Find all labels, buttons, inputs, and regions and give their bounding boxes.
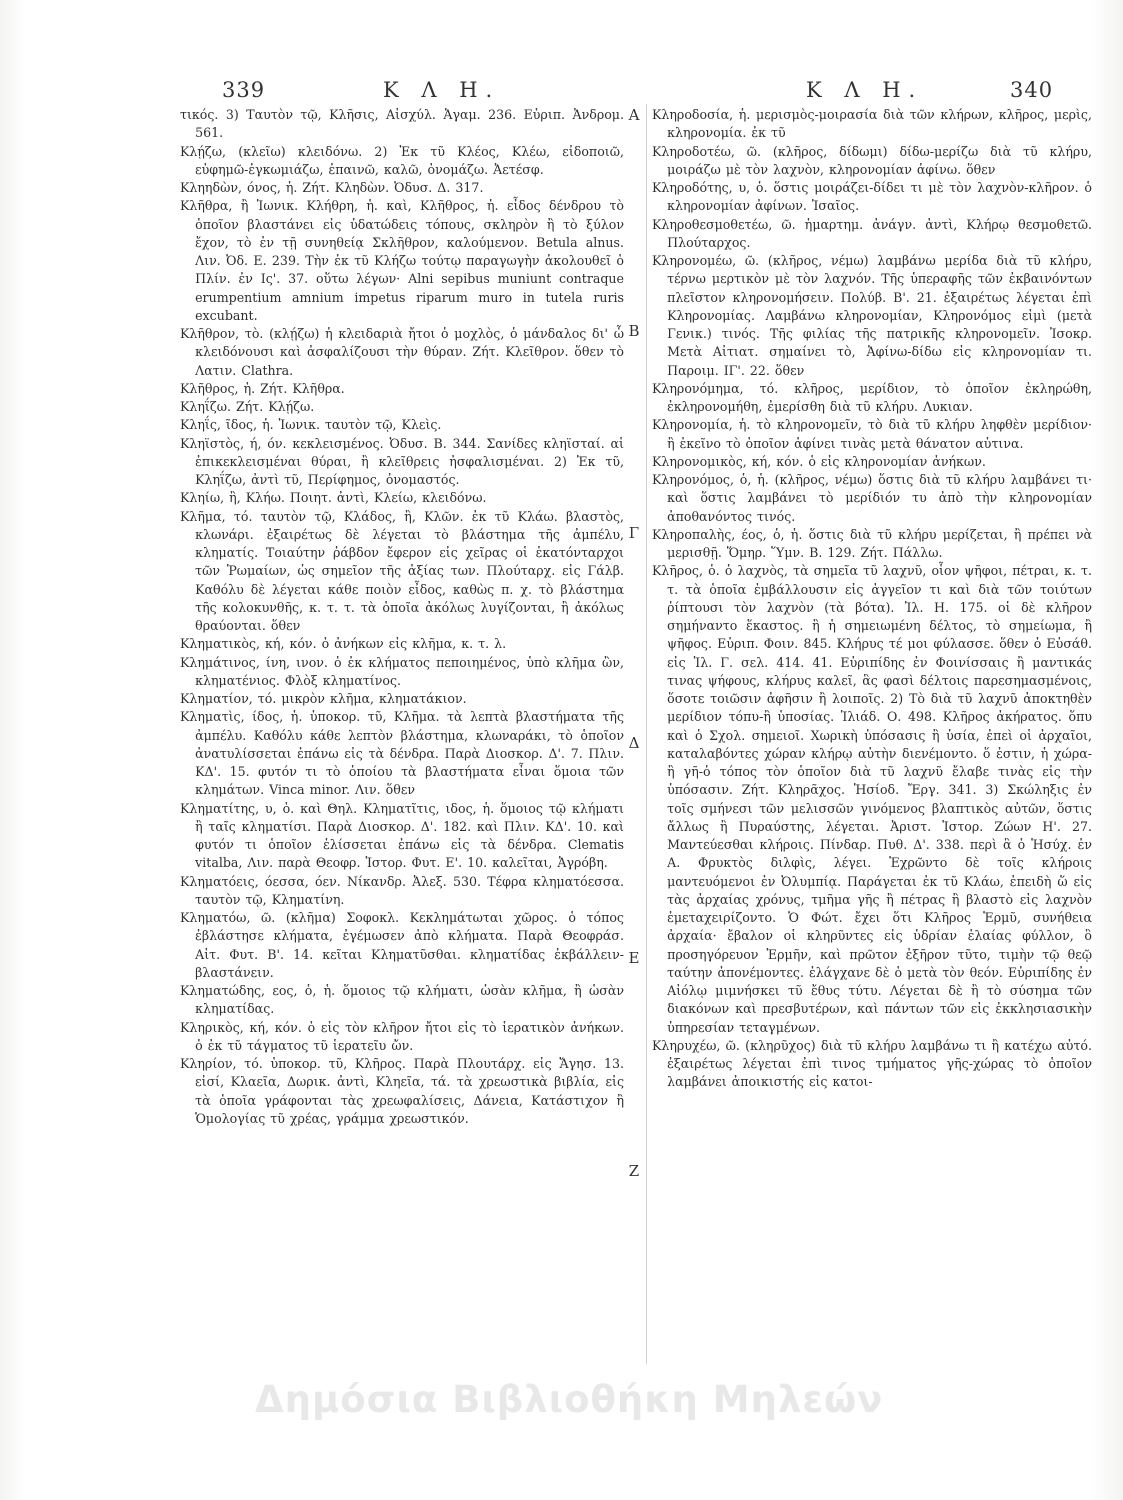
- left-text-column: [180, 106, 624, 1406]
- dictionary-entry: Κληροδοσία, ἡ. μερισμὸς-μοιρασία διὰ τῶν κλήρων, κλῆρος, μερὶς, κληρονομία. ἐκ τῦ: [652, 107, 1092, 141]
- dictionary-entry: Κληρίον, τό. ὑποκορ. τῦ, Κλῆρος. Παρὰ Πλουτάρχ. εἰς Ἄγησ. 13. εἰσί, Κλαεῖα, Δωρικ. ἀντὶ, Κληεῖα, τά. τὰ χρεωστικὰ βιβλία, εἰς τὰ ὁποῖα γράφονται τὰς χρεωφαλίσεις, Δάνεια, Κατάστιχον ἢ Ὁμολογίας τῦ χρέας, γράμμα χρεωστικόν.: [180, 1056, 624, 1126]
- dictionary-entry: Κληματόεις, όεσσα, όεν. Νίκανδρ. Ἀλεξ. 530. Τέφρα κληματόεσσα. ταυτὸν τῷ, Κληματίνη.: [180, 873, 624, 907]
- dictionary-entry: Κληροδότης, υ, ὁ. ὅστις μοιράζει-δίδει τι μὲ τὸν λαχνὸν-κλῆρον. ὁ κληρονομίαν ἀφίνων. Ἰσαῖος.: [652, 180, 1092, 214]
- dictionary-entry: Κληροδοτέω, ῶ. (κλῆρος, δίδωμι) δίδω-μερίζω διὰ τῦ κλήρυ, μοιράζω μὲ τὸν λαχνὸν, κληρονομίαν ἀφίνω. ὅθεν: [652, 143, 1092, 177]
- margin-letter-zeta: Ζ: [628, 1162, 640, 1180]
- margin-letter-gamma: Γ: [628, 524, 640, 542]
- right-page-number: 340: [1010, 78, 1054, 102]
- dictionary-entry: Κληϊστὸς, ή, όν. κεκλεισμένος. Ὀδυσ. Β. 344. Σανίδες κληϊσταί. αἱ ἐπικεκλεισμέναι θύραι, ἢ κλεῖθρεις ἠσφαλισμέναι. 2) Ἐκ τῦ, Κληΐζω, ἀντὶ τῦ, Περίφημος, ὀνομαστός.: [180, 435, 624, 487]
- dictionary-entry: Κληρυχέω, ῶ. (κληρῦχος) διὰ τῦ κλήρυ λαμβάνω τι ἢ κατέχω αὐτό. ἐξαιρέτως λέγεται ἐπὶ τινος τμήματος γῆς-χώρας τὸ ὁποῖον λαμβάνει ἀποικιστής εἰς κατοι-: [652, 1037, 1092, 1090]
- dictionary-entry: Κλῆθρα, ἢ Ἰωνικ. Κλήθρη, ἡ. καὶ, Κλῆθρος, ἡ. εἶδος δένδρου τὸ ὁποῖον βλαστάνει εἰς ὑδατώδεις τόπους, σκληρὸν ἢ τὸ ξύλον ἔχον, τὸ ἐν τῇ συνηθείᾳ Σκλῆθρον, καλούμενον. Betula alnus. Λιν. Ὀδ. Ε. 239. Τὴν ἐκ τῦ Κλήζω τούτῳ παραγωγὴν ἀκολουθεῖ ὁ Πλίν. ἐν Ις'. 37. οὕτω λέγων· Alni sepibus muniunt contraque erumpentium amnium impetus riparum muro in tutela ruris excubant.: [180, 198, 624, 323]
- library-watermark: Δημόσια Βιβλιοθήκη Μηλεών: [255, 1378, 884, 1421]
- column-divider: [646, 104, 647, 1364]
- dictionary-entry: Κλῆθρος, ἡ. Ζήτ. Κλῆθρα.: [180, 380, 345, 396]
- right-text-column: [652, 106, 1092, 1406]
- dictionary-entry: Κληρονομία, ἡ. τὸ κληρονομεῖν, τὸ διὰ τῦ κλήρυ ληφθὲν μερίδιον· ἢ ἐκεῖνο τὸ ὁποῖον ἀφίνει τινὰς μετὰ θάνατον αὐτινα.: [652, 417, 1092, 451]
- dictionary-entry: Κληρονόμος, ὁ, ἡ. (κλῆρος, νέμω) ὅστις διὰ τῦ κλήρυ λαμβάνει τι· καὶ ὅστις λαμβάνει τὸ μερίδιόν τυ ἀπὸ τὴν κληρονομίαν ἀποθανόντος τινός.: [652, 472, 1092, 524]
- dictionary-entry: Κληματικὸς, κή, κόν. ὁ ἀνήκων εἰς κλῆμα, κ. τ. λ.: [180, 636, 507, 652]
- dictionary-entry: Κληματὶς, ίδος, ἡ. ὑποκορ. τῦ, Κλῆμα. τὰ λεπτὰ βλαστήματα τῆς ἀμπέλυ. Καθόλυ κάθε λεπτὸν βλάστημα, κλωναράκι, τὸ ὁποῖον ἀνατυλίσσεται ἐπάνω εἰς τὰ δένδρα. Παρὰ Διοσκορ. Δ'. 7. Πλιν. ΚΔ'. 15. φυτόν τι τὸ ὁποίου τὰ βλαστήματα εἶναι ὅμοια τῶν κλημάτων. Vinca minor. Λιν. ὅθεν: [180, 709, 624, 798]
- dictionary-entry: Κλημάτινος, ίνη, ινον. ὁ ἐκ κλήματος πεποιημένος, ὑπὸ κλῆμα ὢν, κληματένιος. Φλὸξ κληματίνος.: [180, 654, 624, 688]
- dictionary-entry: Κληροπαλὴς, έος, ὁ, ἡ. ὅστις διὰ τῦ κλήρυ μερίζεται, ἢ πρέπει νὰ μερισθῇ. Ὅμηρ. Ὕμν. Β. 129. Ζήτ. Πάλλω.: [652, 526, 1092, 560]
- dictionary-entry: Κληηδὼν, όνος, ἡ. Ζήτ. Κληδὼν. Ὀδυσ. Δ. 317.: [180, 180, 484, 195]
- dictionary-entry: Κληρονομέω, ῶ. (κλῆρος, νέμω) λαμβάνω μερίδα διὰ τῦ κλήρυ, τέρνω μερτικὸν μὲ τὸν λαχνόν. Τῆς ὑπεραφῆς τῶν ἐκβαινόντων πλεῖστον κληρονομήσειν. Πολύβ. Β'. 21. ἐξαιρέτως λέγεται ἐπὶ Κληρονομίας. Λαμβάνω κληρονομίαν, Κληρονόμος εἰμὶ (μετὰ Γενικ.) τινός. Τῆς φιλίας τῆς πατρικῆς κληρονομεῖν. Ἰσοκρ. Μετὰ Αἰτιατ. σημαίνει τὸ, Ἀφίνω-δίδω εἰς κληρονομίαν τι. Παροιμ. ΙΓ'. 22. ὅθεν: [652, 253, 1092, 378]
- dictionary-entry: Κληίω, ἢ, Κλήω. Ποιητ. ἀντὶ, Κλείω, κλειδόνω.: [180, 490, 487, 506]
- dictionary-entry: Κληματίτης, υ, ὁ. καὶ Θηλ. Κληματῖτις, ιδος, ἡ. ὅμοιος τῷ κλήματι ἢ ταῖς κληματίσι. Παρὰ Διοσκορ. Δ'. 182. καὶ Πλιν. ΚΔ'. 10. καὶ φυτόν τι ὁποῖον ἑλίσσεται ἐπάνω εἰς τὰ δένδρα. Clematis vitalba, Λιν. παρὰ Θεοφρ. Ἱστορ. Φυτ. Ε'. 10. καλεῖται, Ἀγρόβη.: [180, 800, 624, 871]
- right-running-head: Κ Λ Η.: [806, 78, 924, 102]
- dictionary-entry: Κλῆρος, ὁ. ὁ λαχνὸς, τὰ σημεῖα τῦ λαχνῦ, οἷον ψῆφοι, πέτραι, κ. τ. τ. τὰ ὁποῖα ἐμβάλλουσιν εἰς ἀγγεῖον τι καὶ διὰ τῶν τοιύτων ῥίπτουσι τὸν λαχνὸν (τὰ βότα). Ἰλ. Η. 175. οἱ δὲ κλῆρον σημήναντο ἕκαστος. ἢ ἡ σημειωμένη δέλτος, τὸ σημείωμα, ἢ ψῆφος. Εὐριπ. Φοιν. 845. Κλήρυς τέ μοι φύλασσε. ὅθεν ὁ Εὐσάθ. εἰς Ἰλ. Γ. σελ. 414. 41. Εὐριπίδης ἐν Φοινίσσαις ἢ μαντικάς τινας ψήφους, κλήρυς καλεῖ, ἃς φασὶ δέλτοις παρεσημασμένοις, ὅσοτε τοιῶσιν ἀφῆσιν ἢ λοιποῖς. 2) Τὸ διὰ τῦ λαχνῦ ἀποκτηθὲν μερίδιον τόπυ-ἢ ὑποσίας. Ἰλιάδ. Ο. 498. Κλῆρος ἀκήρατος. ὅπυ καὶ ὁ Σχολ. σημειοῖ. Χωρικὴ ὑπόσασις ἢ ὑσία, ἐπεὶ οἱ ἀρχαῖοι, καταλαβόντες χώραν κλήρῳ αὐτὴν διενέμοντο. ὅ ἐστιν, ἡ χώρα-ἢ γῆ-ὁ τόπος τὸν ὁποῖον διὰ τῦ λαχνῦ ἔλαβε τινὰς εἰς τὴν ὑπόσασιν. Ζήτ. Κληρᾶχος. Ἡσίοδ. Ἔργ. 341. 3) Σκώληξις ἐν τοῖς σμήνεσι τῶν μελισσῶν γινόμενος βλαπτικὸς αὐτῶν, ὅστις ἄλλως ἢ Πυραύστης, λέγεται. Ἀριστ. Ἱστορ. Ζώων Η'. 27. Μαντεύεσθαι κλήροις. Πίνδαρ. Πυθ. Δ'. 338. περὶ ἃ ὁ Ἡσύχ. ἐν Α. Φρυκτὸς διλφὶς, λέγει. Ἐχρῶντο δὲ τοῖς κλήροις μαντευόμενοι ἐν Ὀλυμπίᾳ. Παράγεται ἐκ τῦ Κλάω, ἐπειδὴ ὥ εἰς τὰς ἀρχαίας χρόνυς, τμῆμα γῆς ἢ πέτρας ἢ βλαστὸ εἰς λαχνὸν ἐμεταχειρίζοντο. Ὁ Φώτ. ἔχει ὅτι Κλῆρος Ἑρμῦ, συνήθεια ἀρχαία· ἔβαλον οἱ κληρῦντες εἰς ὑδρίαν ἐλαίας φύλλον, ὃ προσηγόρευον Ἑρμῆν, καὶ πρῶτον ἐξῆρον τῦτο, τιμὴν τῷ θεῷ ταύτην ἀπονέμοντες. ἐλάγχανε δὲ ὁ μετὰ τὸν θεόν. Εὐριπίδης ἐν Αἰόλῳ μιμνήσκει τῦ ἔθυς τύτυ. Λέγεται δὲ ἢ τὸ σύσημα τῶν διακόνων καὶ πρεσβυτέρων, καὶ πάντων τῶν εἰς ἐκκλησιασικὴν ὑπηρεσίαν τεταγμένων.: [652, 563, 1092, 1035]
- dictionary-entry: τικός. 3) Ταυτὸν τῷ, Κλῆσις, Αἰσχύλ. Ἀγαμ. 236. Εὐριπ. Ἀνδρομ. 561.: [180, 107, 624, 141]
- margin-letter-delta: Δ: [628, 734, 640, 752]
- dictionary-entry: Κληρικὸς, κή, κόν. ὁ εἰς τὸν κλῆρον ἤτοι εἰς τὸ ἱερατικὸν ἀνήκων. ὁ ἐκ τῦ τάγματος τῦ ἱερατεῖυ ὤν.: [180, 1019, 624, 1053]
- dictionary-entry: Κληρονόμημα, τό. κλῆρος, μερίδιον, τὸ ὁποῖον ἐκληρώθη, ἐκληρονομήθη, ἐμερίσθη διὰ τῦ κλήρυ. Λυκιαν.: [652, 380, 1092, 414]
- dictionary-entry: Κληματόω, ῶ. (κλῆμα) Σοφοκλ. Κεκλημάτωται χῶρος. ὁ τόπος ἐβλάστησε κλήματα, ἐγέμωσεν ἀπὸ κλήματα. Παρὰ Θεοφράσ. Αἰτ. Φυτ. Β'. 14. κεῖται Κληματῦσθαι. κληματίδας ἐκβάλλειν-βλαστάνειν.: [180, 910, 624, 980]
- dictionary-entry: Κληματίον, τό. μικρὸν κλῆμα, κληματάκιον.: [180, 691, 467, 706]
- dictionary-entry: Κληματώδης, εος, ὁ, ἡ. ὅμοιος τῷ κλήματι, ὡσὰν κλῆμα, ἢ ὡσὰν κληματίδας.: [180, 983, 624, 1017]
- margin-letter-alpha: Α: [628, 106, 640, 124]
- left-running-head: Κ Λ Η.: [383, 78, 501, 102]
- margin-letter-beta: Β: [628, 322, 640, 340]
- section-letter-margin: [624, 104, 644, 1404]
- dictionary-entry: Κληροθεσμοθετέω, ῶ. ἡμαρτημ. ἀνάγν. ἀντὶ, Κλήρῳ θεσμοθετῶ. Πλούταρχος.: [652, 216, 1092, 250]
- dictionary-entry: Κληΐς, ῖδος, ἡ. Ἰωνικ. ταυτὸν τῷ, Κλεὶς.: [180, 417, 442, 433]
- dictionary-entry: Κληρονομικὸς, κή, κόν. ὁ εἰς κληρονομίαν ἀνήκων.: [652, 453, 986, 469]
- margin-letter-epsilon: Ε: [628, 949, 640, 967]
- dictionary-entry: Κληΐζω. Ζήτ. Κλῄζω.: [180, 399, 315, 414]
- dictionary-entry: Κλῆθρον, τὸ. (κλῄζω) ἡ κλειδαριὰ ἤτοι ὁ μοχλὸς, ὁ μάνδαλος δι' ὧ κλειδόνουσι καὶ ἀσφαλίζουσι τὴν θύραν. Ζήτ. Κλεῖθρον. ὅθεν τὸ Λατιν. Clathra.: [180, 326, 624, 378]
- dictionary-entry: Κλῄζω, (κλεῖω) κλειδόνω. 2) Ἐκ τῦ Κλέος, Κλέω, εἰδοποιῶ, εὐφημῶ-ἐγκωμιάζω, ἐπαινῶ, καλῶ, ὀνομάζω. Ἀετέσφ.: [180, 143, 624, 177]
- dictionary-entry: Κλῆμα, τό. ταυτὸν τῷ, Κλάδος, ἢ, Κλῶν. ἐκ τῦ Κλάω. βλαστὸς, κλωνάρι. ἐξαιρέτως δὲ λέγεται τὸ βλάστημα τῆς ἀμπέλυ, κληματίς. Τοιαύτην ῥάβδον ἔφερον εἰς χεῖρας οἱ ἑκατόνταρχοι τῶν Ῥωμαίων, ὡς σημεῖον τῆς ἀξίας των. Πλούταρχ. εἰς Γάλβ. Καθόλυ δὲ λέγεται κάθε ποιὸν εἶδος, καθὼς π. χ. τὸ βλάστημα τῆς κολοκυνθῆς, κ. τ. τ. τὰ ὁποῖα ἀκόλως λυγίζονται, ἢ ἀκόλως θραύονται. ὅθεν: [180, 508, 624, 633]
- left-page-number: 339: [222, 78, 266, 102]
